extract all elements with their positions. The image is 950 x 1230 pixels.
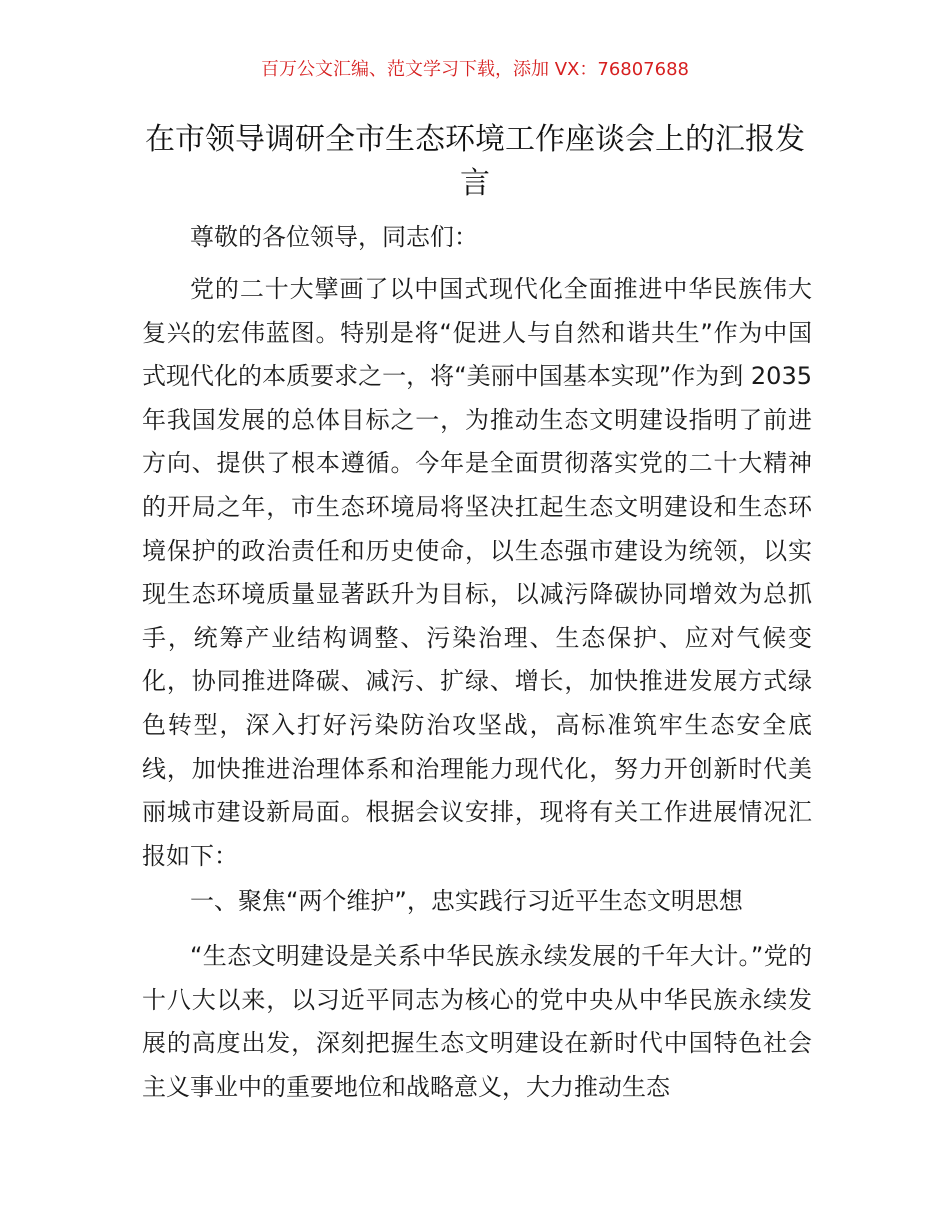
section-heading-1: 一、聚焦“两个维护”，忠实践行习近平生态文明思想 [190,887,743,915]
salutation: 尊敬的各位领导，同志们： [190,223,478,251]
paragraph-intro: 党的二十大擘画了以中国式现代化全面推进中华民族伟大复兴的宏伟蓝图。特别是将“促进人与自然和谐共生”作为中国式现代化的本质要求之一，将“美丽中国基本实现”作为到 2035 年我国发展的总体目标之一，为推动生态文明建设指明了前进方向、提供了根本遵循。今年是全面贯彻落实党的二十大精神的开局之年，市生态环境局将坚决扛起生态文明建设和生态环境保护的政治责任和历史使命，以生态强市建设为统领，以实现生态环境质量显著跃升为目标，以减污降碳协同增效为总抓手，统筹产业结构调整、污染治理、生态保护、应对气候变化，协同推进降碳、减污、扩绿、增长，加快推进发展方式绿色转型，深入打好污染防治攻坚战，高标准筑牢生态安全底线，加快推进治理体系和治理能力现代化，努力开创新时代美丽城市建设新局面。根据会议安排，现将有关工作进展情况汇报如下： [142,275,812,870]
document-title: 在市领导调研全市生态环境工作座谈会上的汇报发言 [145,122,805,201]
header-note: 百万公文汇编、范文学习下载，添加 VX：76807688 [261,59,689,80]
paragraph-section-1: “生态文明建设是关系中华民族永续发展的千年大计。”党的十八大以来，以习近平同志为核心的党中央从中华民族永续发展的高度出发，深刻把握生态文明建设在新时代中国特色社会主义事业中的重要地位和战略意义，大力推动生态 [142,942,812,1101]
